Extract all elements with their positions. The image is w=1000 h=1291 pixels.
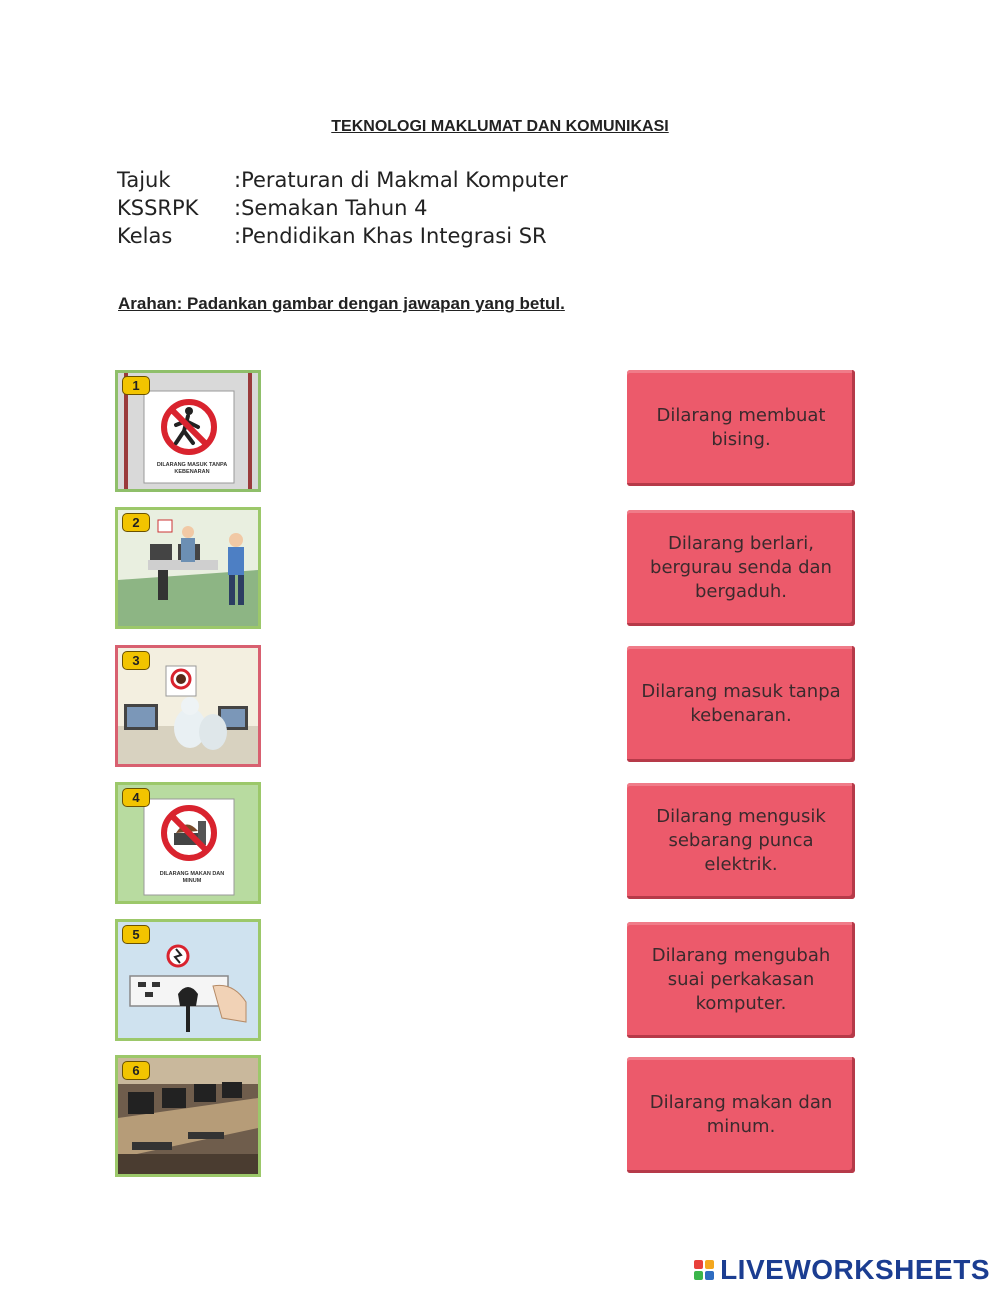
logo-square [705, 1260, 714, 1269]
worksheet-title: TEKNOLOGI MAKLUMAT DAN KOMUNIKASI [331, 118, 669, 135]
worksheet-meta [117, 166, 568, 250]
answer-card-6[interactable]: Dilarang makan dan minum. [627, 1057, 855, 1173]
meta-value: :Semakan Tahun 4 [234, 196, 428, 220]
meta-value: :Peraturan di Makmal Komputer [234, 168, 568, 192]
brand-name: LIVEWORKSHEETS [720, 1254, 990, 1285]
meta-row-tajuk [117, 166, 568, 194]
answer-card-3[interactable]: Dilarang masuk tanpa kebenaran. [627, 646, 855, 762]
answer-card-4[interactable]: Dilarang mengusik sebarang punca elektrik. [627, 783, 855, 899]
logo-square [694, 1271, 703, 1280]
answer-card-2[interactable]: Dilarang berlari, bergurau senda dan bergaduh. [627, 510, 855, 626]
logo-square [705, 1271, 714, 1280]
logo-square [694, 1260, 703, 1269]
picture-number: 3 [122, 651, 150, 670]
picture-number: 4 [122, 788, 150, 807]
brand-logo-icon [694, 1260, 714, 1280]
picture-6[interactable] [115, 1055, 261, 1177]
picture-number: 1 [122, 376, 150, 395]
meta-label: Kelas [117, 224, 173, 248]
liveworksheets-logo [694, 1254, 990, 1286]
picture-5[interactable] [115, 919, 261, 1041]
sign-caption: DILARANG MAKAN DAN MINUM [159, 871, 225, 884]
picture-number: 5 [122, 925, 150, 944]
picture-2[interactable] [115, 507, 261, 629]
meta-value: :Pendidikan Khas Integrasi SR [234, 224, 547, 248]
picture-number: 2 [122, 513, 150, 532]
sign-caption: DILARANG MASUK TANPA KEBENARAN [156, 462, 228, 475]
picture-4[interactable] [115, 782, 261, 904]
meta-label: KSSRPK [117, 196, 199, 220]
answer-card-5[interactable]: Dilarang mengubah suai perkakasan komputer. [627, 922, 855, 1038]
picture-number: 6 [122, 1061, 150, 1080]
instruction-text: Arahan: Padankan gambar dengan jawapan yang betul. [118, 294, 565, 313]
meta-row-kelas [117, 222, 568, 250]
answer-card-1[interactable]: Dilarang membuat bising. [627, 370, 855, 486]
picture-1[interactable] [115, 370, 261, 492]
picture-3[interactable] [115, 645, 261, 767]
meta-label: Tajuk [117, 168, 171, 192]
meta-row-kssrpk [117, 194, 568, 222]
